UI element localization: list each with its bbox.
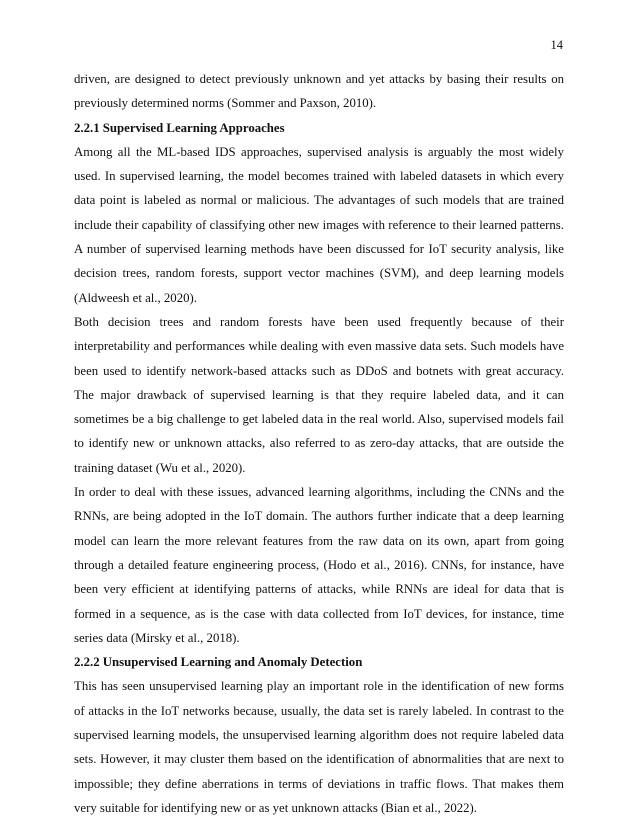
- paragraph-decision-trees: Both decision trees and random forests have been used frequently because of their interpretability and performances while dealing with even massive data sets. Such models have been used to identify network-based attacks such as DDoS and botnets with great accuracy. The major drawback of supervised learning is that they require labeled data, and it can sometimes be a big challenge to get labeled data in the real world. Also, supervised models fail to identify new or unknown attacks, also referred to as zero-day attacks, that are outside the training dataset (Wu et al., 2020).: [74, 314, 564, 475]
- paragraph-supervised-overview: Among all the ML-based IDS approaches, supervised analysis is arguably the most widely used. In supervised learning, the model becomes trained with labeled datasets in which every data point is labeled as normal or malicious. The advantages of such models that are trained include their capability of classifying other new images with reference to their learned patterns. A number of supervised learning methods have been discussed for IoT security analysis, like decision trees, random forests, support vector machines (SVM), and deep learning models (Aldweesh et al., 2020).: [74, 144, 564, 305]
- body-text: [74, 67, 564, 820]
- paragraph-continuation: driven, are designed to detect previously unknown and yet attacks by basing their results on previously determined norms (Sommer and Paxson, 2010).: [74, 72, 564, 111]
- paragraph-unsupervised-overview: This has seen unsupervised learning play an important role in the identification of new forms of attacks in the IoT networks because, usually, the data set is rarely labeled. In contrast to the supervised learning models, the unsupervised learning algorithm does not require labeled data sets. However, it may cluster them based on the identification of abnormalities that are next to impossible; they define aberrations in terms of deviations in traffic flows. That makes them very suitable for identifying new or as yet unknown attacks (Bian et al., 2022).: [74, 679, 564, 815]
- heading-supervised-learning: 2.2.1 Supervised Learning Approaches: [74, 120, 285, 135]
- page-number: 14: [550, 38, 563, 52]
- heading-unsupervised-learning: 2.2.2 Unsupervised Learning and Anomaly Detection: [74, 655, 363, 670]
- paragraph-deep-learning: In order to deal with these issues, advanced learning algorithms, including the CNNs and the RNNs, are being adopted in the IoT domain. The authors further indicate that a deep learning model can learn the more relevant features from the raw data on its own, apart from going through a detailed feature engineering process, (Hodo et al., 2016). CNNs, for instance, have been very efficient at identifying patterns of attacks, while RNNs are ideal for data that is formed in a sequence, as is the case with data collected from IoT devices, for instance, time series data (Mirsky et al., 2018).: [74, 485, 564, 645]
